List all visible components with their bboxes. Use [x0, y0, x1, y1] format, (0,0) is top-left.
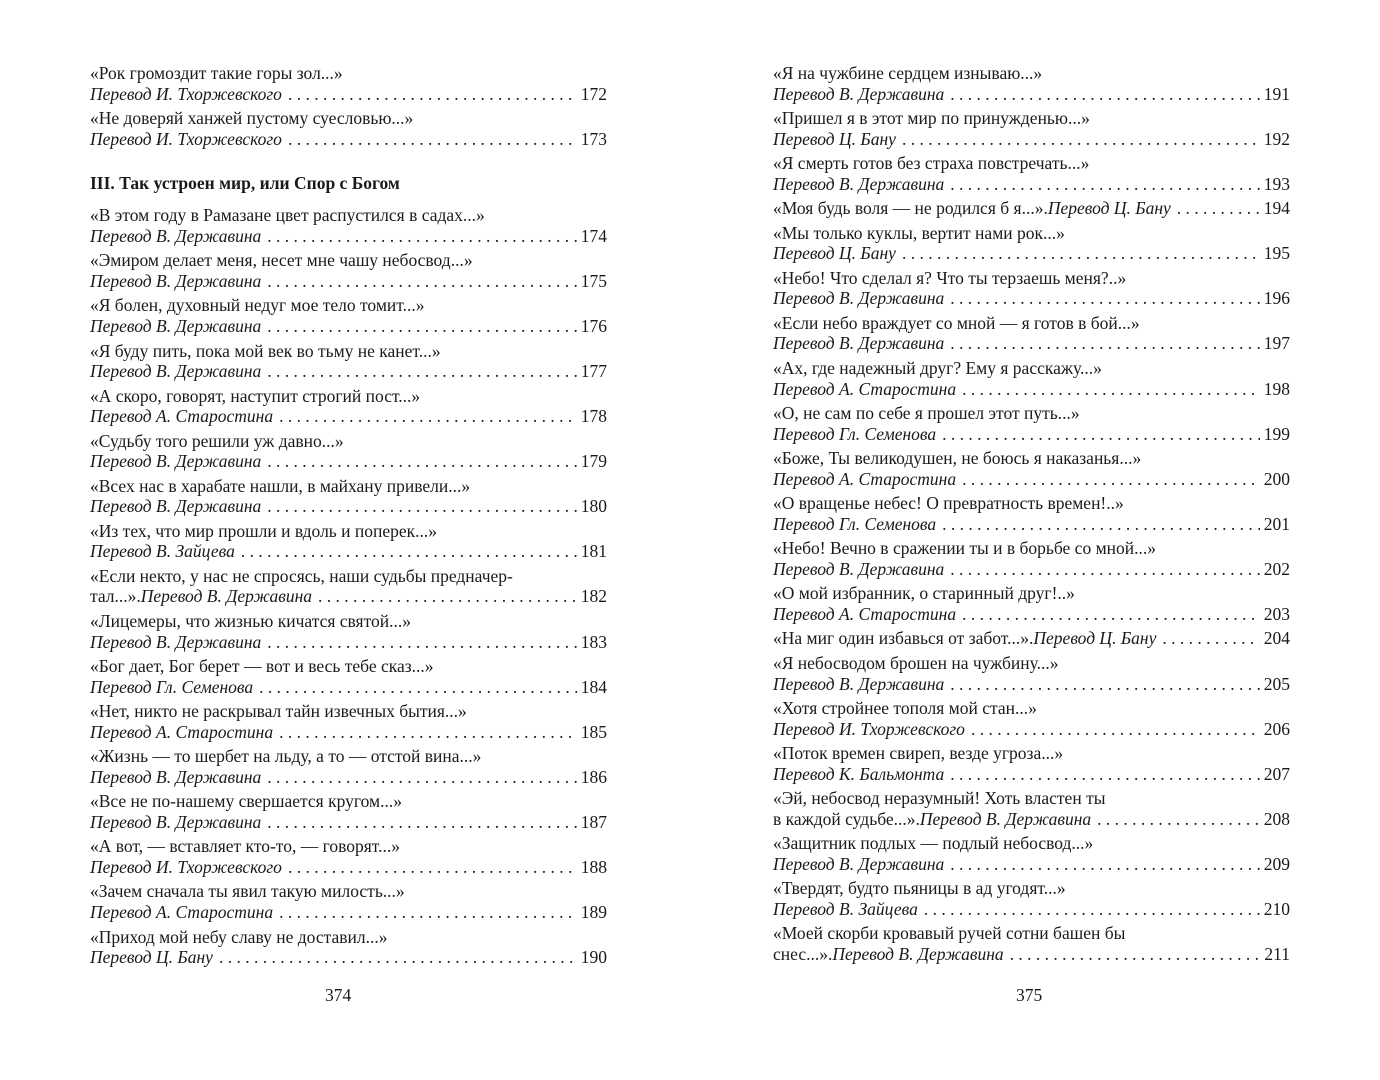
- entry-page-number: 179: [580, 451, 607, 472]
- translator: Перевод А. Старостина: [90, 902, 274, 923]
- entry-title: «Твердят, будто пьяницы в ад угодят...»: [773, 878, 1066, 899]
- translator: Перевод А. Старостина: [773, 468, 957, 489]
- leader-dots: [267, 226, 576, 247]
- entry-page-number: 182: [580, 586, 607, 607]
- entry-attribution-line: [773, 674, 1290, 695]
- leader-dots: [971, 719, 1260, 740]
- entry-title: «О, не сам по себе я прошел этот путь...»: [773, 403, 1080, 424]
- entry-page-number: 210: [1263, 898, 1290, 919]
- entry-title: «Бог дает, Бог берет — вот и весь тебе сказ...»: [90, 656, 434, 677]
- entry-attribution-line: [90, 271, 607, 292]
- entry-page-number: 194: [1263, 198, 1290, 219]
- translator: Перевод И. Тхоржевского: [90, 83, 282, 104]
- entry-attribution-line: [90, 361, 607, 382]
- entry-page-number: 184: [580, 676, 607, 697]
- translator: Перевод В. Державина: [90, 361, 262, 382]
- translator: Перевод В. Державина: [90, 496, 262, 517]
- toc-entry: [773, 403, 1290, 444]
- entry-attribution-line: [90, 406, 607, 427]
- entry-attribution-line: [773, 514, 1290, 535]
- translator: Перевод В. Державина: [140, 586, 313, 607]
- translator: Перевод В. Державина: [773, 173, 945, 194]
- entry-page-number: 208: [1263, 808, 1290, 829]
- leader-dots: [1177, 198, 1260, 219]
- translator: Перевод А. Старостина: [90, 721, 274, 742]
- toc-entry: [773, 833, 1290, 874]
- entry-page-number: 185: [580, 721, 607, 742]
- entry-title: «Лицемеры, что жизнью кичатся святой...»: [90, 610, 412, 631]
- leader-dots: [950, 559, 1259, 580]
- leader-dots: [267, 451, 576, 472]
- toc-entry: [773, 538, 1290, 579]
- translator: Перевод Ц. Бану: [773, 243, 896, 264]
- entry-title: «Я на чужбине сердцем изнываю...»: [773, 63, 1043, 83]
- leader-dots: [267, 271, 576, 292]
- translator: Перевод В. Державина: [90, 316, 262, 337]
- entry-page-number: 174: [580, 225, 607, 246]
- entry-attribution-line: [773, 899, 1290, 920]
- translator: Перевод В. Зайцева: [773, 898, 918, 919]
- entry-attribution-line: [90, 496, 607, 517]
- leader-dots: [962, 379, 1260, 400]
- entry-title: «Небо! Что сделал я? Что ты терзаешь меня?..»: [773, 267, 1127, 288]
- translator: Перевод В. Державина: [90, 225, 262, 246]
- toc-entry: [90, 791, 607, 832]
- translator: Перевод Гл. Семенова: [773, 513, 937, 534]
- translator: Перевод В. Державина: [773, 853, 945, 874]
- leader-dots: [279, 406, 577, 427]
- leader-dots: [1010, 944, 1261, 965]
- entry-title-inline: снес...».: [773, 943, 833, 964]
- entry-page-number: 191: [1263, 83, 1290, 104]
- entry-page-number: 183: [580, 631, 607, 652]
- entry-attribution-line: [90, 451, 607, 472]
- leader-dots: [279, 722, 577, 743]
- entry-page-number: 198: [1263, 378, 1290, 399]
- toc-entry: [90, 108, 607, 149]
- toc-entry: [773, 653, 1290, 694]
- entry-title: «Я небосводом брошен на чужбину...»: [773, 652, 1059, 673]
- entry-attribution-line: [773, 288, 1290, 309]
- leader-dots: [288, 857, 577, 878]
- toc-entry: [773, 493, 1290, 534]
- entry-title: «Всех нас в харабате нашли, в майхану привели...»: [90, 475, 471, 496]
- translator: Перевод Гл. Семенова: [773, 423, 937, 444]
- entry-title: «Зачем сначала ты явил такую милость...»: [90, 881, 405, 902]
- toc-entry: [773, 698, 1290, 739]
- leader-dots: [950, 854, 1259, 875]
- entry-title: «Рок громоздит такие горы зол...»: [90, 63, 343, 83]
- entry-page-number: 189: [580, 902, 607, 923]
- entry-page-number: 209: [1263, 853, 1290, 874]
- entry-attribution-line: [773, 424, 1290, 445]
- toc-entry: [90, 250, 607, 291]
- leader-dots: [902, 129, 1260, 150]
- leader-dots: [288, 84, 577, 105]
- leader-dots: [924, 899, 1260, 920]
- leader-dots: [942, 514, 1260, 535]
- toc-entry: [90, 431, 607, 472]
- entry-page-number: 206: [1263, 718, 1290, 739]
- toc-entry: [90, 746, 607, 787]
- right-page-contents: [773, 63, 1290, 965]
- translator: Перевод В. Державина: [773, 673, 945, 694]
- leader-dots: [267, 767, 576, 788]
- entry-page-number: 178: [580, 406, 607, 427]
- toc-entry: [773, 313, 1290, 354]
- entry-attribution-line: [773, 944, 1290, 965]
- entry-title: «Боже, Ты великодушен, не боюсь я наказанья...»: [773, 448, 1142, 469]
- toc-entry: [90, 295, 607, 336]
- leader-dots: [942, 424, 1260, 445]
- toc-entry: [773, 153, 1290, 194]
- entry-page-number: 190: [580, 947, 607, 968]
- entry-title-inline: тал...».: [90, 586, 141, 607]
- entry-attribution-line: [90, 541, 607, 562]
- entry-attribution-line: [773, 559, 1290, 580]
- entry-title: «Я болен, духовный недуг мое тело томит...»: [90, 295, 425, 316]
- toc-entry: [773, 628, 1290, 649]
- translator: Перевод А. Старостина: [90, 406, 274, 427]
- leader-dots: [267, 316, 576, 337]
- entry-title: «Хотя стройнее тополя мой стан...»: [773, 697, 1037, 718]
- toc-entry: [90, 881, 607, 922]
- entry-attribution-line: [90, 316, 607, 337]
- entry-title: «Не доверяй ханжей пустому суесловью...»: [90, 108, 414, 129]
- entry-attribution-line: [90, 632, 607, 653]
- entry-attribution-line: [773, 628, 1290, 649]
- translator: Перевод В. Державина: [90, 451, 262, 472]
- translator: Перевод В. Державина: [773, 288, 945, 309]
- entry-page-number: 196: [1263, 288, 1290, 309]
- entry-attribution-line: [90, 129, 607, 150]
- entry-title: «Если небо враждует со мной — я готов в бой...»: [773, 312, 1140, 333]
- entry-page-number: 172: [580, 83, 607, 104]
- entry-page-number: 192: [1263, 128, 1290, 149]
- entry-page-number: 211: [1264, 943, 1290, 964]
- entry-page-number: 188: [580, 856, 607, 877]
- toc-entry: [773, 108, 1290, 149]
- translator: Перевод В. Державина: [832, 943, 1004, 964]
- leader-dots: [1097, 809, 1260, 830]
- entry-page-number: 197: [1263, 333, 1290, 354]
- translator: Перевод В. Державина: [90, 811, 262, 832]
- leader-dots: [950, 333, 1259, 354]
- leader-dots: [902, 243, 1260, 264]
- entry-page-number: 180: [580, 496, 607, 517]
- toc-entry: [773, 223, 1290, 264]
- entry-attribution-line: [773, 809, 1290, 830]
- entry-title: «Мы только куклы, вертит нами рок...»: [773, 222, 1065, 243]
- entry-title: «Если некто, у нас не спросясь, наши судьбы предначер-: [90, 565, 513, 586]
- entry-attribution-line: [773, 174, 1290, 195]
- entry-attribution-line: [773, 469, 1290, 490]
- entry-title: «Все не по-нашему свершается кругом...»: [90, 791, 402, 812]
- entry-page-number: 187: [580, 811, 607, 832]
- entry-title-inline: в каждой судьбе...».: [773, 808, 920, 829]
- leader-dots: [279, 902, 577, 923]
- entry-title: «Моей скорби кровавый ручей сотни башен бы: [773, 923, 1126, 944]
- entry-attribution-line: [90, 902, 607, 923]
- entry-title-inline: «Моя будь воля — не родился б я...».: [773, 198, 1048, 219]
- left-page-contents: [90, 63, 607, 968]
- toc-entry: [90, 63, 607, 104]
- entry-title: «Я смерть готов без страха повстречать...»: [773, 153, 1090, 174]
- translator: Перевод Ц. Бану: [773, 128, 896, 149]
- entry-title: «Из тех, что мир прошли и вдоль и поперек...»: [90, 520, 438, 541]
- toc-entry: [90, 927, 607, 968]
- entry-page-number: 181: [580, 541, 607, 562]
- toc-entry: [90, 701, 607, 742]
- entry-title: «А вот, — вставляет кто-то, — говорят...»: [90, 836, 400, 857]
- entry-title: «О мой избранник, о старинный друг!..»: [773, 583, 1075, 604]
- entry-page-number: 201: [1263, 513, 1290, 534]
- toc-entry: [90, 836, 607, 877]
- toc-entry: [773, 268, 1290, 309]
- leader-dots: [219, 947, 577, 968]
- entry-title: «Нет, никто не раскрывал тайн извечных бытия...»: [90, 701, 467, 722]
- entry-title: «Пришел я в этот мир по принужденью...»: [773, 108, 1090, 129]
- toc-entry: [773, 583, 1290, 624]
- toc-entry: [773, 198, 1290, 219]
- entry-attribution-line: [773, 198, 1290, 219]
- translator: Перевод В. Державина: [919, 808, 1092, 829]
- entry-attribution-line: [90, 722, 607, 743]
- entry-title: «Защитник подлых — подлый небосвод...»: [773, 833, 1094, 854]
- toc-entry: [773, 743, 1290, 784]
- leader-dots: [1162, 628, 1259, 649]
- entry-page-number: 207: [1263, 763, 1290, 784]
- entry-title: «А скоро, говорят, наступит строгий пост...»: [90, 385, 421, 406]
- leader-dots: [950, 84, 1259, 105]
- entry-page-number: 199: [1263, 423, 1290, 444]
- entry-title: «Приход мой небу славу не доставил...»: [90, 926, 388, 947]
- translator: Перевод А. Старостина: [773, 378, 957, 399]
- entry-page-number: 176: [580, 316, 607, 337]
- leader-dots: [267, 361, 576, 382]
- entry-title: «Эй, небосвод неразумный! Хоть властен ты: [773, 788, 1106, 809]
- leader-dots: [267, 812, 576, 833]
- page-number-left: 374: [325, 985, 352, 1005]
- leader-dots: [950, 174, 1259, 195]
- translator: Перевод В. Зайцева: [90, 541, 235, 562]
- translator: Перевод В. Державина: [90, 631, 262, 652]
- leader-dots: [318, 586, 577, 607]
- entry-title: «Я буду пить, пока мой век во тьму не канет...»: [90, 340, 441, 361]
- entry-title: «Жизнь — то шербет на льду, а то — отстой вина...»: [90, 746, 482, 767]
- entry-attribution-line: [773, 854, 1290, 875]
- translator: Перевод Ц. Бану: [90, 947, 213, 968]
- entry-page-number: 204: [1263, 628, 1290, 649]
- entry-attribution-line: [90, 226, 607, 247]
- leader-dots: [267, 632, 576, 653]
- toc-entry: [90, 521, 607, 562]
- translator: Перевод А. Старостина: [773, 603, 957, 624]
- leader-dots: [962, 604, 1260, 625]
- entry-title: «В этом году в Рамазане цвет распустился в садах...»: [90, 205, 485, 226]
- translator: Перевод В. Державина: [90, 766, 262, 787]
- entry-page-number: 200: [1263, 468, 1290, 489]
- translator: Перевод В. Державина: [90, 270, 262, 291]
- toc-entry: [90, 656, 607, 697]
- entry-page-number: 193: [1263, 173, 1290, 194]
- entry-page-number: 177: [580, 361, 607, 382]
- toc-entry: [773, 63, 1290, 104]
- translator: Перевод В. Державина: [773, 333, 945, 354]
- entry-title: «Судьбу того решили уж давно...»: [90, 430, 344, 451]
- entry-page-number: 175: [580, 270, 607, 291]
- entry-page-number: 195: [1263, 243, 1290, 264]
- toc-entry: [773, 788, 1290, 829]
- toc-entry: [90, 476, 607, 517]
- entry-page-number: 202: [1263, 558, 1290, 579]
- entry-title: «О вращенье небес! О превратность времен!..»: [773, 493, 1124, 514]
- entry-attribution-line: [773, 84, 1290, 105]
- entry-attribution-line: [90, 947, 607, 968]
- entry-attribution-line: [773, 604, 1290, 625]
- toc-entry: [90, 611, 607, 652]
- toc-entry: [90, 386, 607, 427]
- page-number-right: 375: [1016, 985, 1043, 1005]
- entry-title: «Ах, где надежный друг? Ему я расскажу...»: [773, 357, 1102, 378]
- entry-page-number: 186: [580, 766, 607, 787]
- entry-attribution-line: [90, 677, 607, 698]
- toc-entry: [773, 878, 1290, 919]
- leader-dots: [288, 129, 577, 150]
- entry-attribution-line: [90, 857, 607, 878]
- entry-attribution-line: [90, 586, 607, 607]
- toc-entry: [90, 566, 607, 607]
- entry-title: «Эмиром делает меня, несет мне чашу небосвод...»: [90, 250, 473, 271]
- entry-title: «Небо! Вечно в сражении ты и в борьбе со мной...»: [773, 538, 1157, 559]
- leader-dots: [950, 764, 1259, 785]
- entry-attribution-line: [773, 333, 1290, 354]
- leader-dots: [259, 677, 577, 698]
- entry-attribution-line: [90, 767, 607, 788]
- translator: Перевод К. Бальмонта: [773, 763, 945, 784]
- translator: Перевод Гл. Семенова: [90, 676, 254, 697]
- leader-dots: [950, 288, 1259, 309]
- entry-attribution-line: [773, 243, 1290, 264]
- entry-page-number: 205: [1263, 673, 1290, 694]
- section-heading: III. Так устроен мир, или Спор с Богом: [90, 173, 400, 194]
- entry-attribution-line: [90, 84, 607, 105]
- entry-title-inline: «На миг один избавься от забот...».: [773, 628, 1034, 649]
- translator: Перевод И. Тхоржевского: [90, 856, 282, 877]
- entry-attribution-line: [773, 129, 1290, 150]
- entry-page-number: 173: [580, 128, 607, 149]
- translator: Перевод В. Державина: [773, 558, 945, 579]
- toc-entry: [773, 358, 1290, 399]
- entry-title: «Поток времен свиреп, везде угроза...»: [773, 743, 1064, 764]
- leader-dots: [962, 469, 1260, 490]
- toc-entry: [90, 205, 607, 246]
- entry-attribution-line: [773, 719, 1290, 740]
- translator: Перевод И. Тхоржевского: [90, 128, 282, 149]
- leader-dots: [267, 496, 576, 517]
- translator: Перевод И. Тхоржевского: [773, 718, 965, 739]
- toc-entry: [773, 923, 1290, 964]
- leader-dots: [950, 674, 1259, 695]
- toc-entry: [90, 341, 607, 382]
- toc-entry: [773, 448, 1290, 489]
- translator: Перевод Ц. Бану: [1033, 628, 1157, 649]
- entry-attribution-line: [773, 764, 1290, 785]
- leader-dots: [241, 541, 577, 562]
- translator: Перевод Ц. Бану: [1047, 198, 1171, 219]
- entry-page-number: 203: [1263, 603, 1290, 624]
- entry-attribution-line: [773, 379, 1290, 400]
- entry-attribution-line: [90, 812, 607, 833]
- translator: Перевод В. Державина: [773, 83, 945, 104]
